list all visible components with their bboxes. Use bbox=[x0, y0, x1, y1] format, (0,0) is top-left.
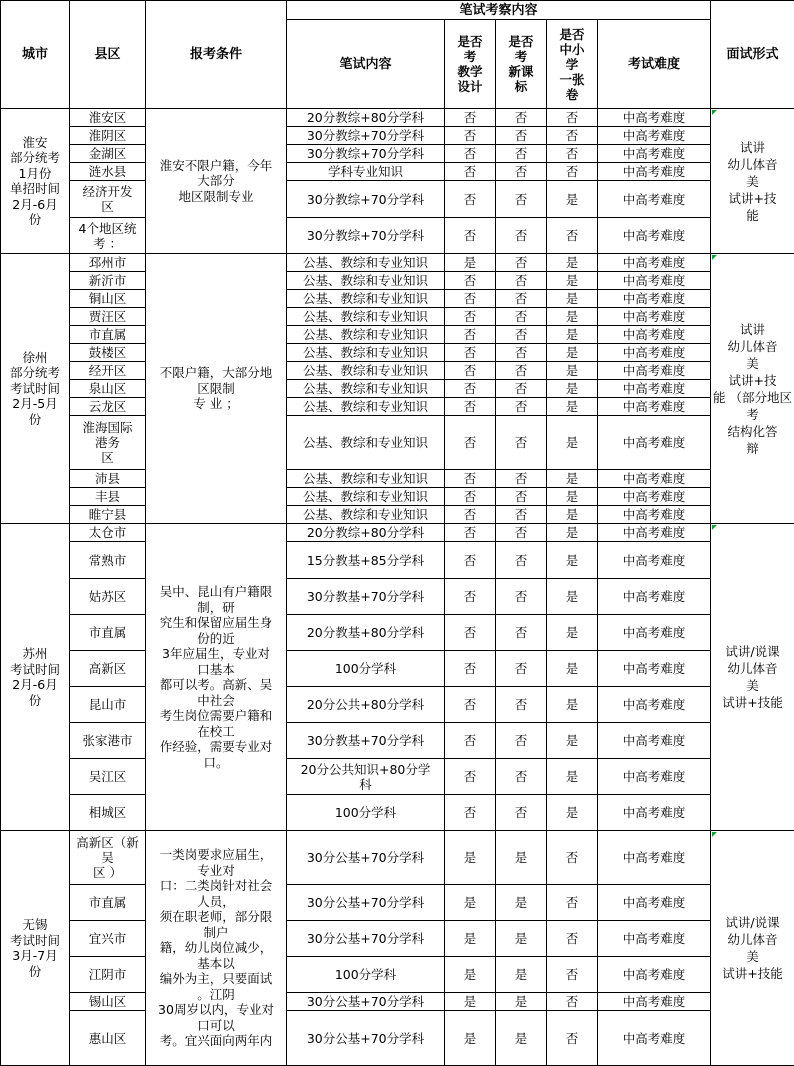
difficulty-cell: 中高考难度 bbox=[598, 506, 711, 524]
difficulty-cell: 中高考难度 bbox=[598, 957, 711, 993]
table-row bbox=[1, 831, 794, 885]
one-paper-cell: 是 bbox=[547, 795, 598, 831]
teaching-design-cell: 否 bbox=[445, 506, 496, 524]
content-cell: 30分公基+70分学科 bbox=[287, 921, 445, 957]
difficulty-cell: 中高考难度 bbox=[598, 326, 711, 344]
teaching-design-cell: 否 bbox=[445, 344, 496, 362]
header-content: 笔试内容 bbox=[287, 20, 445, 109]
condition-cell: 不限户籍，大部分地 区限制 专 业 ； bbox=[146, 254, 287, 524]
difficulty-cell: 中高考难度 bbox=[598, 579, 711, 615]
teaching-design-cell: 否 bbox=[445, 109, 496, 127]
difficulty-cell: 中高考难度 bbox=[598, 651, 711, 687]
teaching-design-cell: 否 bbox=[445, 795, 496, 831]
district-cell: 相城区 bbox=[70, 795, 146, 831]
district-cell: 沛县 bbox=[70, 470, 146, 488]
one-paper-cell: 否 bbox=[547, 127, 598, 145]
one-paper-cell: 否 bbox=[547, 145, 598, 163]
new-curriculum-cell: 是 bbox=[496, 831, 547, 885]
table-row bbox=[1, 127, 794, 145]
teaching-design-cell: 是 bbox=[445, 1011, 496, 1066]
new-curriculum-cell: 否 bbox=[496, 416, 547, 470]
teaching-design-cell: 否 bbox=[445, 488, 496, 506]
one-paper-cell: 是 bbox=[547, 506, 598, 524]
city-cell: 苏州 考试时间 2月-6月 份 bbox=[1, 524, 70, 831]
teaching-design-cell: 否 bbox=[445, 398, 496, 416]
district-cell: 市直属 bbox=[70, 326, 146, 344]
table-row bbox=[1, 308, 794, 326]
district-cell: 高新区（新 吴 区 ） bbox=[70, 831, 146, 885]
teaching-design-cell: 否 bbox=[445, 723, 496, 759]
teaching-design-cell: 否 bbox=[445, 416, 496, 470]
difficulty-cell: 中高考难度 bbox=[598, 759, 711, 795]
difficulty-cell: 中高考难度 bbox=[598, 380, 711, 398]
one-paper-cell: 是 bbox=[547, 542, 598, 579]
content-cell: 30分公基+70分学科 bbox=[287, 831, 445, 885]
interview-cell bbox=[711, 109, 794, 254]
header-written-group: 笔试考察内容 bbox=[287, 1, 711, 20]
one-paper-cell: 否 bbox=[547, 885, 598, 921]
one-paper-cell: 否 bbox=[547, 109, 598, 127]
difficulty-cell: 中高考难度 bbox=[598, 921, 711, 957]
table-row bbox=[1, 181, 794, 218]
interview-cell bbox=[711, 831, 794, 1066]
one-paper-cell: 否 bbox=[547, 163, 598, 181]
interview-text: 试讲 幼儿体音 美 试讲+技 能 （部分地区 考 结构化答 辩 bbox=[711, 321, 794, 457]
one-paper-cell: 是 bbox=[547, 254, 598, 272]
new-curriculum-cell: 是 bbox=[496, 1011, 547, 1066]
district-cell: 金湖区 bbox=[70, 145, 146, 163]
teaching-design-cell: 否 bbox=[445, 272, 496, 290]
header-city: 城市 bbox=[1, 1, 70, 109]
table-row bbox=[1, 398, 794, 416]
table-row bbox=[1, 1011, 794, 1066]
new-curriculum-cell: 否 bbox=[496, 506, 547, 524]
table-row bbox=[1, 470, 794, 488]
difficulty-cell: 中高考难度 bbox=[598, 723, 711, 759]
district-cell: 铜山区 bbox=[70, 290, 146, 308]
one-paper-cell: 否 bbox=[547, 1011, 598, 1066]
one-paper-cell: 否 bbox=[547, 921, 598, 957]
content-cell: 公基、教综和专业知识 bbox=[287, 416, 445, 470]
district-cell: 常熟市 bbox=[70, 542, 146, 579]
interview-text: 试讲/说课 幼儿体音 美 试讲+技能 bbox=[711, 643, 794, 711]
district-cell: 太仓市 bbox=[70, 524, 146, 542]
teaching-design-cell: 否 bbox=[445, 759, 496, 795]
one-paper-cell: 是 bbox=[547, 308, 598, 326]
content-cell: 30分教综+70分学科 bbox=[287, 181, 445, 218]
teaching-design-cell: 是 bbox=[445, 831, 496, 885]
content-cell: 30分教基+70分学科 bbox=[287, 723, 445, 759]
one-paper-cell: 是 bbox=[547, 398, 598, 416]
new-curriculum-cell: 否 bbox=[496, 272, 547, 290]
teaching-design-cell: 否 bbox=[445, 127, 496, 145]
difficulty-cell: 中高考难度 bbox=[598, 795, 711, 831]
teaching-design-cell: 否 bbox=[445, 579, 496, 615]
new-curriculum-cell: 否 bbox=[496, 795, 547, 831]
new-curriculum-cell: 否 bbox=[496, 723, 547, 759]
one-paper-cell: 是 bbox=[547, 290, 598, 308]
one-paper-cell: 否 bbox=[547, 993, 598, 1011]
district-cell: 经济开发 区 bbox=[70, 181, 146, 218]
new-curriculum-cell: 否 bbox=[496, 127, 547, 145]
content-cell: 30分教基+70分学科 bbox=[287, 579, 445, 615]
cell-comment-marker-icon bbox=[712, 525, 717, 530]
difficulty-cell: 中高考难度 bbox=[598, 1011, 711, 1066]
difficulty-cell: 中高考难度 bbox=[598, 127, 711, 145]
difficulty-cell: 中高考难度 bbox=[598, 542, 711, 579]
new-curriculum-cell: 否 bbox=[496, 163, 547, 181]
content-cell: 20分教综+80分学科 bbox=[287, 109, 445, 127]
difficulty-cell: 中高考难度 bbox=[598, 488, 711, 506]
teaching-design-cell: 否 bbox=[445, 380, 496, 398]
teaching-design-cell: 否 bbox=[445, 470, 496, 488]
difficulty-cell: 中高考难度 bbox=[598, 272, 711, 290]
difficulty-cell: 中高考难度 bbox=[598, 687, 711, 723]
cell-comment-marker-icon bbox=[712, 255, 717, 260]
content-cell: 公基、教综和专业知识 bbox=[287, 290, 445, 308]
table-row bbox=[1, 272, 794, 290]
district-cell: 吴江区 bbox=[70, 759, 146, 795]
header-difficulty: 考试难度 bbox=[598, 20, 711, 109]
district-cell: 高新区 bbox=[70, 651, 146, 687]
one-paper-cell: 是 bbox=[547, 470, 598, 488]
content-cell: 100分学科 bbox=[287, 795, 445, 831]
teaching-design-cell: 否 bbox=[445, 181, 496, 218]
difficulty-cell: 中高考难度 bbox=[598, 344, 711, 362]
difficulty-cell: 中高考难度 bbox=[598, 145, 711, 163]
district-cell: 经开区 bbox=[70, 362, 146, 380]
table-row bbox=[1, 254, 794, 272]
one-paper-cell: 是 bbox=[547, 687, 598, 723]
content-cell: 20分教基+80分学科 bbox=[287, 615, 445, 651]
one-paper-cell: 是 bbox=[547, 651, 598, 687]
content-cell: 公基、教综和专业知识 bbox=[287, 254, 445, 272]
one-paper-cell: 是 bbox=[547, 344, 598, 362]
table-row bbox=[1, 885, 794, 921]
one-paper-cell: 是 bbox=[547, 181, 598, 218]
one-paper-cell: 是 bbox=[547, 524, 598, 542]
district-cell: 张家港市 bbox=[70, 723, 146, 759]
table-row bbox=[1, 957, 794, 993]
district-cell: 淮安区 bbox=[70, 109, 146, 127]
content-cell: 学科专业知识 bbox=[287, 163, 445, 181]
difficulty-cell: 中高考难度 bbox=[598, 470, 711, 488]
one-paper-cell: 否 bbox=[547, 831, 598, 885]
district-cell: 宜兴市 bbox=[70, 921, 146, 957]
table-row bbox=[1, 290, 794, 308]
content-cell: 20分教综+80分学科 bbox=[287, 524, 445, 542]
teaching-design-cell: 是 bbox=[445, 921, 496, 957]
district-cell: 姑苏区 bbox=[70, 579, 146, 615]
district-cell: 云龙区 bbox=[70, 398, 146, 416]
content-cell: 公基、教综和专业知识 bbox=[287, 506, 445, 524]
table-row bbox=[1, 615, 794, 651]
new-curriculum-cell: 否 bbox=[496, 759, 547, 795]
one-paper-cell: 是 bbox=[547, 615, 598, 651]
teaching-design-cell: 否 bbox=[445, 362, 496, 380]
content-cell: 30分公基+70分学科 bbox=[287, 1011, 445, 1066]
city-cell: 淮安 部分统考 1月份 单招时间 2月-6月 份 bbox=[1, 109, 70, 254]
condition-cell: 淮安不限户籍，今年 大部分 地区限制专业 bbox=[146, 109, 287, 254]
table-row bbox=[1, 362, 794, 380]
district-cell: 昆山市 bbox=[70, 687, 146, 723]
district-cell: 睢宁县 bbox=[70, 506, 146, 524]
teaching-design-cell: 是 bbox=[445, 957, 496, 993]
content-cell: 100分学科 bbox=[287, 957, 445, 993]
district-cell: 江阴市 bbox=[70, 957, 146, 993]
content-cell: 20分公共知识+80分学 科 bbox=[287, 759, 445, 795]
condition-cell: 一类岗要求应届生， 专业对 口：二类岗针对社会 人员， 须在职老师，部分限 制户 籍，幼儿岗位减少， 基本以 编外为主，只要面试 。江阴 30周岁以内，专业对 口可以 考。宜兴面向两年内 bbox=[146, 831, 287, 1066]
new-curriculum-cell: 否 bbox=[496, 380, 547, 398]
condition-cell: 吴中、昆山有户籍限 制，研 究生和保留应届生身 份的近 3年应届生，专业对 口基本 都可以考。高新、吴 中社会 考生岗位需要户籍和 在校工 作经验，需要专业对 口。 bbox=[146, 524, 287, 831]
new-curriculum-cell: 否 bbox=[496, 579, 547, 615]
cell-comment-marker-icon bbox=[712, 832, 717, 837]
header-condition: 报考条件 bbox=[146, 1, 287, 109]
table-row bbox=[1, 921, 794, 957]
new-curriculum-cell: 否 bbox=[496, 651, 547, 687]
difficulty-cell: 中高考难度 bbox=[598, 290, 711, 308]
teaching-design-cell: 是 bbox=[445, 885, 496, 921]
teaching-design-cell: 否 bbox=[445, 326, 496, 344]
content-cell: 30分教综+70分学科 bbox=[287, 218, 445, 254]
teaching-design-cell: 否 bbox=[445, 687, 496, 723]
header-new-curriculum: 是否 考 新课 标 bbox=[496, 20, 547, 109]
interview-text: 试讲/说课 幼儿体音 美 试讲+技能 bbox=[711, 914, 794, 982]
new-curriculum-cell: 否 bbox=[496, 470, 547, 488]
district-cell: 邳州市 bbox=[70, 254, 146, 272]
difficulty-cell: 中高考难度 bbox=[598, 398, 711, 416]
city-cell: 无锡 考试时间 3月-7月 份 bbox=[1, 831, 70, 1066]
content-cell: 30分公基+70分学科 bbox=[287, 885, 445, 921]
district-cell: 丰县 bbox=[70, 488, 146, 506]
teaching-design-cell: 否 bbox=[445, 218, 496, 254]
new-curriculum-cell: 是 bbox=[496, 921, 547, 957]
district-cell: 泉山区 bbox=[70, 380, 146, 398]
difficulty-cell: 中高考难度 bbox=[598, 163, 711, 181]
content-cell: 公基、教综和专业知识 bbox=[287, 488, 445, 506]
new-curriculum-cell: 否 bbox=[496, 524, 547, 542]
content-cell: 100分学科 bbox=[287, 651, 445, 687]
one-paper-cell: 是 bbox=[547, 579, 598, 615]
content-cell: 15分教基+85分学科 bbox=[287, 542, 445, 579]
difficulty-cell: 中高考难度 bbox=[598, 254, 711, 272]
difficulty-cell: 中高考难度 bbox=[598, 615, 711, 651]
district-cell: 涟水县 bbox=[70, 163, 146, 181]
one-paper-cell: 否 bbox=[547, 957, 598, 993]
cell-comment-marker-icon bbox=[712, 110, 717, 115]
one-paper-cell: 是 bbox=[547, 416, 598, 470]
new-curriculum-cell: 否 bbox=[496, 398, 547, 416]
district-cell: 贾汪区 bbox=[70, 308, 146, 326]
district-cell: 惠山区 bbox=[70, 1011, 146, 1066]
new-curriculum-cell: 否 bbox=[496, 326, 547, 344]
new-curriculum-cell: 否 bbox=[496, 308, 547, 326]
content-cell: 20分公共+80分学科 bbox=[287, 687, 445, 723]
difficulty-cell: 中高考难度 bbox=[598, 831, 711, 885]
teaching-design-cell: 否 bbox=[445, 651, 496, 687]
teaching-design-cell: 否 bbox=[445, 524, 496, 542]
difficulty-cell: 中高考难度 bbox=[598, 416, 711, 470]
content-cell: 公基、教综和专业知识 bbox=[287, 344, 445, 362]
district-cell: 淮海国际 港务 区 bbox=[70, 416, 146, 470]
interview-cell bbox=[711, 524, 794, 831]
new-curriculum-cell: 否 bbox=[496, 344, 547, 362]
teaching-design-cell: 否 bbox=[445, 542, 496, 579]
teaching-design-cell: 否 bbox=[445, 290, 496, 308]
content-cell: 30分教综+70分学科 bbox=[287, 145, 445, 163]
new-curriculum-cell: 是 bbox=[496, 885, 547, 921]
interview-text: 试讲 幼儿体音 美 试讲+技 能 bbox=[711, 139, 794, 224]
new-curriculum-cell: 否 bbox=[496, 181, 547, 218]
table-row bbox=[1, 488, 794, 506]
district-cell: 淮阴区 bbox=[70, 127, 146, 145]
difficulty-cell: 中高考难度 bbox=[598, 109, 711, 127]
content-cell: 公基、教综和专业知识 bbox=[287, 362, 445, 380]
one-paper-cell: 是 bbox=[547, 326, 598, 344]
new-curriculum-cell: 否 bbox=[496, 687, 547, 723]
difficulty-cell: 中高考难度 bbox=[598, 308, 711, 326]
content-cell: 公基、教综和专业知识 bbox=[287, 326, 445, 344]
difficulty-cell: 中高考难度 bbox=[598, 181, 711, 218]
table-row bbox=[1, 723, 794, 759]
new-curriculum-cell: 否 bbox=[496, 615, 547, 651]
content-cell: 公基、教综和专业知识 bbox=[287, 380, 445, 398]
table-row bbox=[1, 416, 794, 470]
difficulty-cell: 中高考难度 bbox=[598, 524, 711, 542]
content-cell: 公基、教综和专业知识 bbox=[287, 470, 445, 488]
one-paper-cell: 是 bbox=[547, 488, 598, 506]
table-row bbox=[1, 326, 794, 344]
content-cell: 30分教综+70分学科 bbox=[287, 127, 445, 145]
new-curriculum-cell: 否 bbox=[496, 488, 547, 506]
table-row bbox=[1, 687, 794, 723]
table-row bbox=[1, 993, 794, 1011]
table-row bbox=[1, 145, 794, 163]
table-row bbox=[1, 542, 794, 579]
new-curriculum-cell: 否 bbox=[496, 542, 547, 579]
difficulty-cell: 中高考难度 bbox=[598, 993, 711, 1011]
table-row bbox=[1, 795, 794, 831]
district-cell: 新沂市 bbox=[70, 272, 146, 290]
table-row bbox=[1, 579, 794, 615]
new-curriculum-cell: 是 bbox=[496, 957, 547, 993]
new-curriculum-cell: 否 bbox=[496, 145, 547, 163]
new-curriculum-cell: 否 bbox=[496, 218, 547, 254]
teaching-design-cell: 否 bbox=[445, 308, 496, 326]
header-interview: 面试形式 bbox=[711, 1, 794, 109]
table-row bbox=[1, 506, 794, 524]
content-cell: 公基、教综和专业知识 bbox=[287, 308, 445, 326]
teaching-design-cell: 是 bbox=[445, 993, 496, 1011]
teaching-design-cell: 是 bbox=[445, 254, 496, 272]
table-row bbox=[1, 651, 794, 687]
teaching-design-cell: 否 bbox=[445, 163, 496, 181]
difficulty-cell: 中高考难度 bbox=[598, 218, 711, 254]
one-paper-cell: 是 bbox=[547, 723, 598, 759]
header-district: 县区 bbox=[70, 1, 146, 109]
district-cell: 鼓楼区 bbox=[70, 344, 146, 362]
one-paper-cell: 是 bbox=[547, 380, 598, 398]
table-row bbox=[1, 218, 794, 254]
table-row bbox=[1, 344, 794, 362]
district-cell: 锡山区 bbox=[70, 993, 146, 1011]
new-curriculum-cell: 是 bbox=[496, 993, 547, 1011]
table-row bbox=[1, 524, 794, 542]
teaching-design-cell: 否 bbox=[445, 145, 496, 163]
district-cell: 4个地区统 考 ： bbox=[70, 218, 146, 254]
new-curriculum-cell: 否 bbox=[496, 290, 547, 308]
table-row bbox=[1, 759, 794, 795]
new-curriculum-cell: 否 bbox=[496, 109, 547, 127]
new-curriculum-cell: 否 bbox=[496, 362, 547, 380]
content-cell: 30分公基+70分学科 bbox=[287, 993, 445, 1011]
one-paper-cell: 否 bbox=[547, 218, 598, 254]
content-cell: 公基、教综和专业知识 bbox=[287, 272, 445, 290]
district-cell: 市直属 bbox=[70, 885, 146, 921]
header-one-paper: 是否 中小 学 一张 卷 bbox=[547, 20, 598, 109]
content-cell: 公基、教综和专业知识 bbox=[287, 398, 445, 416]
table-row bbox=[1, 163, 794, 181]
table-row bbox=[1, 380, 794, 398]
interview-cell bbox=[711, 254, 794, 524]
district-cell: 市直属 bbox=[70, 615, 146, 651]
one-paper-cell: 是 bbox=[547, 362, 598, 380]
difficulty-cell: 中高考难度 bbox=[598, 362, 711, 380]
header-teaching-design: 是否 考 教学 设计 bbox=[445, 20, 496, 109]
new-curriculum-cell: 否 bbox=[496, 254, 547, 272]
table-row bbox=[1, 109, 794, 127]
one-paper-cell: 是 bbox=[547, 759, 598, 795]
one-paper-cell: 是 bbox=[547, 272, 598, 290]
teaching-design-cell: 否 bbox=[445, 615, 496, 651]
difficulty-cell: 中高考难度 bbox=[598, 885, 711, 921]
city-cell: 徐州 部分统考 考试时间 2月-5月 份 bbox=[1, 254, 70, 524]
